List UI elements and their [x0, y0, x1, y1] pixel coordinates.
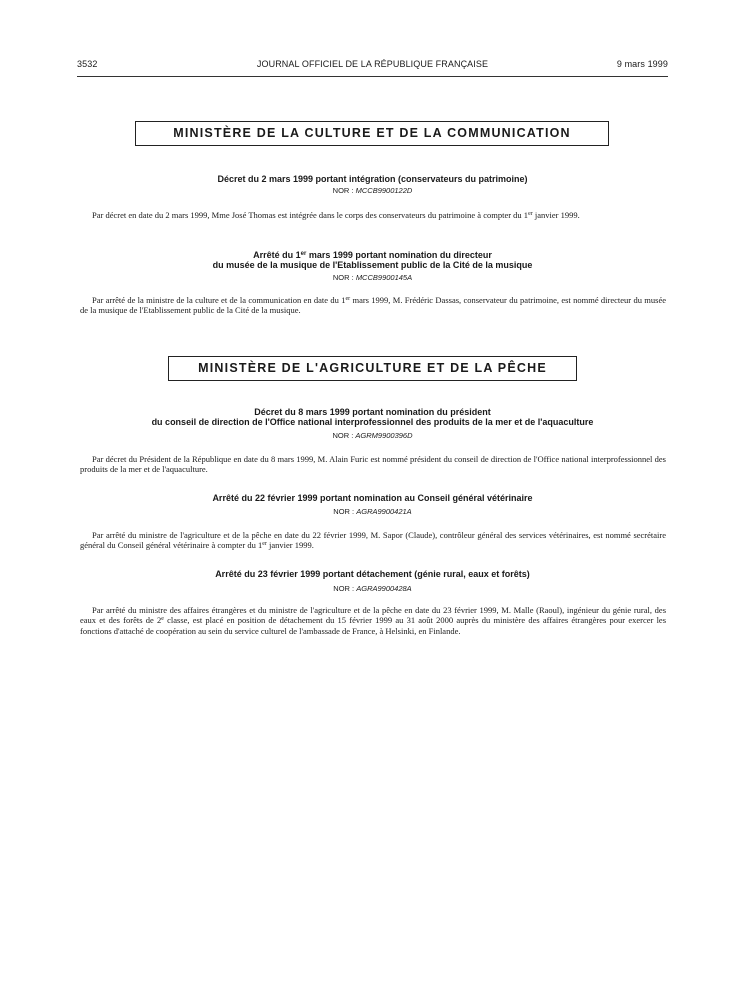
act-title — [80, 569, 665, 579]
nor-reference — [80, 431, 665, 440]
act-body-text: Par arrêté du ministre des affaires étrangères et du ministre de l'agriculture et de la pêche en date du 23 février 1999, M. Malle (Raoul), ingénieur du génie rural, des eaux et des forêts de 2 — [80, 605, 666, 626]
nor-label: NOR : — [332, 431, 354, 440]
act-title-line: Arrêté du 23 février 1999 portant détachement (génie rural, eaux et forêts) — [215, 569, 530, 579]
act-title — [80, 174, 665, 184]
ordinal-suffix: er — [262, 541, 267, 548]
act-title-text: Arrêté du 1 — [253, 250, 301, 260]
act-body-text: Par arrêté du ministre de l'agriculture et de la pêche en date du 22 février 1999, M. Sapor (Claude), contrôleur général des services vétérinaires, est nommé secrétaire général du Conseil général vétérinaire à compter du 1 — [80, 530, 666, 551]
nor-code: AGRA9900428A — [356, 584, 412, 593]
act-title-line: Décret du 2 mars 1999 portant intégration (conservateurs du patrimoine) — [217, 174, 528, 184]
nor-code: MCCB9900122D — [355, 186, 413, 195]
act-body — [80, 295, 666, 316]
ordinal-suffix: er — [528, 211, 533, 217]
act-title-line: du conseil de direction de l'Office national interprofessionnel des produits de la mer et de l'aquaculture — [151, 417, 594, 427]
nor-reference — [80, 273, 665, 282]
act-body-text: classe, est placé en position de détachement du 15 février 1999 au 31 août 2000 auprès du ministère des affaires étrangères pour exercer les fonctions d'attaché de coopération au sein du service culturel de l'ambassade de France, à Helsinki, en Finlande. — [80, 615, 667, 636]
act-body-text: janvier 1999. — [532, 210, 580, 220]
nor-reference — [80, 584, 665, 593]
journal-title: JOURNAL OFFICIEL DE LA RÉPUBLIQUE FRANÇAISE — [256, 59, 489, 69]
act-title — [80, 493, 665, 503]
act-title — [80, 250, 665, 270]
nor-label: NOR : — [333, 507, 355, 516]
act-body: Par décret du Président de la République en date du 8 mars 1999, M. Alain Furic est nommé président du conseil de direction de l'Office national interprofessionnel des produits de la mer et de l'aquaculture. — [80, 454, 666, 475]
ministry-heading-culture: MINISTÈRE DE LA CULTURE ET DE LA COMMUNICATION — [135, 121, 609, 146]
act-title-line — [80, 250, 665, 260]
header-rule — [77, 76, 668, 77]
act-body — [80, 605, 666, 636]
act-body-text: Par décret en date du 2 mars 1999, Mme José Thomas est intégrée dans le corps des conservateurs du patrimoine à compter du 1 — [92, 210, 529, 220]
nor-code: AGRA9900421A — [356, 507, 412, 516]
nor-label: NOR : — [332, 273, 354, 282]
nor-reference — [80, 507, 665, 516]
ordinal-suffix: e — [161, 616, 164, 623]
nor-label: NOR : — [332, 186, 354, 195]
act-title-text: mars 1999 portant nomination du directeur — [306, 250, 492, 260]
act-title-line: du musée de la musique de l'Etablissement public de la Cité de la musique — [212, 260, 533, 270]
act-body — [80, 530, 666, 551]
nor-code: MCCB9900145A — [355, 273, 413, 282]
act-title-line: Décret du 8 mars 1999 portant nomination du président — [254, 407, 491, 417]
nor-reference — [80, 186, 665, 195]
nor-label: NOR : — [333, 584, 355, 593]
act-title-line: Arrêté du 22 février 1999 portant nomination au Conseil général vétérinaire — [212, 493, 533, 503]
ministry-heading-agriculture: MINISTÈRE DE L'AGRICULTURE ET DE LA PÊCHE — [168, 356, 577, 381]
act-body-text: janvier 1999. — [266, 540, 314, 551]
nor-code: AGRM9900396D — [355, 431, 413, 440]
page-number: 3532 — [77, 59, 98, 69]
act-body-text: mars 1999, M. Frédéric Dassas, conservateur du patrimoine, est nommé directeur du musée de la musique de l'Etablissement public de la Cité de la musique. — [80, 295, 666, 316]
issue-date: 9 mars 1999 — [616, 59, 668, 69]
act-title — [80, 407, 665, 427]
act-body — [80, 210, 666, 220]
act-body-text: Par arrêté de la ministre de la culture et de la communication en date du 1 — [92, 295, 346, 305]
page-header — [77, 59, 668, 73]
ordinal-suffix: er — [300, 251, 307, 257]
ordinal-suffix: er — [345, 296, 351, 302]
